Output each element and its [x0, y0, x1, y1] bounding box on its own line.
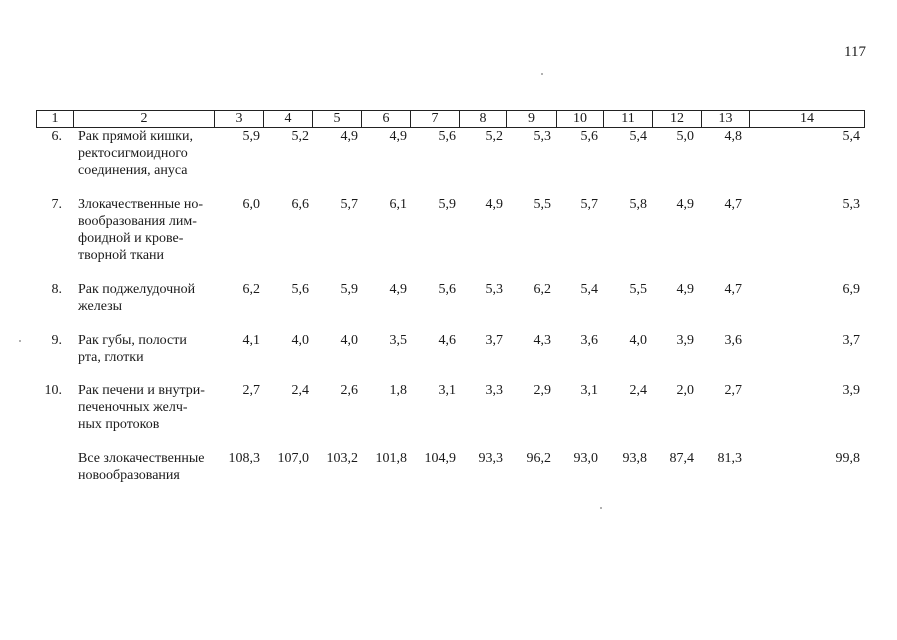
- value-cell: 5,9: [438, 197, 456, 212]
- header-cell: 11: [603, 110, 653, 128]
- value-cell: 5,8: [629, 197, 647, 212]
- value-cell: 3,7: [485, 333, 503, 348]
- value-cell: 5,6: [580, 129, 598, 144]
- value-cell: 2,7: [724, 383, 742, 398]
- scan-speck: [600, 507, 602, 509]
- value-cell: 5,2: [291, 129, 309, 144]
- header-cell: 4: [263, 110, 313, 128]
- row-label-line: ных протоков: [78, 417, 160, 432]
- value-cell: 5,3: [485, 282, 503, 297]
- row-label-line: фоидной и крове-: [78, 231, 184, 246]
- value-cell: 2,0: [676, 383, 694, 398]
- value-cell: 5,4: [842, 129, 860, 144]
- row-label: [78, 450, 212, 484]
- row-label-line: новообразования: [78, 468, 180, 483]
- value-cell: 5,6: [438, 129, 456, 144]
- value-cell: 4,9: [389, 129, 407, 144]
- value-cell: 4,0: [291, 333, 309, 348]
- value-cell: 5,7: [340, 197, 358, 212]
- value-cell: 5,3: [533, 129, 551, 144]
- row-label: [78, 382, 212, 433]
- value-cell: 6,0: [242, 197, 260, 212]
- value-cell: 3,9: [842, 383, 860, 398]
- value-cell: 3,3: [485, 383, 503, 398]
- row-label-line: Все злокачественные: [78, 451, 205, 466]
- value-cell: 6,2: [533, 282, 551, 297]
- value-cell: 2,9: [533, 383, 551, 398]
- value-cell: 81,3: [717, 451, 742, 466]
- value-cell: 96,2: [526, 451, 551, 466]
- value-cell: 5,7: [580, 197, 598, 212]
- value-cell: 3,1: [438, 383, 456, 398]
- scan-speck: [541, 73, 543, 75]
- value-cell: 93,8: [622, 451, 647, 466]
- value-cell: 107,0: [277, 451, 309, 466]
- row-label-line: Рак губы, полости: [78, 333, 187, 348]
- value-cell: 3,1: [580, 383, 598, 398]
- value-cell: 6,2: [242, 282, 260, 297]
- value-cell: 108,3: [228, 451, 260, 466]
- header-cell: 1: [36, 110, 74, 128]
- row-label: [78, 128, 212, 179]
- value-cell: 4,7: [724, 282, 742, 297]
- header-cell: 8: [459, 110, 507, 128]
- value-cell: 101,8: [375, 451, 407, 466]
- value-cell: 4,6: [438, 333, 456, 348]
- value-cell: 2,7: [242, 383, 260, 398]
- value-cell: 3,6: [724, 333, 742, 348]
- value-cell: 4,3: [533, 333, 551, 348]
- value-cell: 5,5: [533, 197, 551, 212]
- value-cell: 93,0: [573, 451, 598, 466]
- value-cell: 4,9: [676, 282, 694, 297]
- row-label: [78, 196, 212, 264]
- value-cell: 4,9: [676, 197, 694, 212]
- row-label-line: железы: [78, 299, 123, 314]
- value-cell: 5,9: [340, 282, 358, 297]
- value-cell: 6,6: [291, 197, 309, 212]
- row-number: 8.: [51, 282, 62, 297]
- value-cell: 4,9: [389, 282, 407, 297]
- header-cell: 7: [410, 110, 460, 128]
- value-cell: 3,7: [842, 333, 860, 348]
- value-cell: 3,5: [389, 333, 407, 348]
- header-cell: 6: [361, 110, 411, 128]
- value-cell: 3,6: [580, 333, 598, 348]
- row-number: 10.: [44, 383, 62, 398]
- value-cell: 5,0: [676, 129, 694, 144]
- value-cell: 4,9: [340, 129, 358, 144]
- value-cell: 93,3: [478, 451, 503, 466]
- value-cell: 4,0: [340, 333, 358, 348]
- header-cell: 13: [701, 110, 750, 128]
- row-number: 6.: [51, 129, 62, 144]
- value-cell: 103,2: [326, 451, 358, 466]
- row-label-line: ректосигмоидного: [78, 146, 188, 161]
- value-cell: 87,4: [669, 451, 694, 466]
- row-label-line: Рак прямой кишки,: [78, 129, 193, 144]
- value-cell: 5,6: [291, 282, 309, 297]
- row-label-line: Рак поджелудочной: [78, 282, 196, 297]
- value-cell: 4,8: [724, 129, 742, 144]
- header-cell: 2: [73, 110, 215, 128]
- row-label: [78, 281, 212, 315]
- value-cell: 6,9: [842, 282, 860, 297]
- row-label-line: печеночных желч-: [78, 400, 188, 415]
- header-cell: 12: [652, 110, 702, 128]
- value-cell: 5,4: [629, 129, 647, 144]
- value-cell: 6,1: [389, 197, 407, 212]
- row-number: 7.: [51, 197, 62, 212]
- value-cell: 2,4: [291, 383, 309, 398]
- value-cell: 1,8: [389, 383, 407, 398]
- value-cell: 2,4: [629, 383, 647, 398]
- value-cell: 5,5: [629, 282, 647, 297]
- value-cell: 5,9: [242, 129, 260, 144]
- value-cell: 2,6: [340, 383, 358, 398]
- row-label-line: соединения, ануса: [78, 163, 188, 178]
- header-cell: 3: [214, 110, 264, 128]
- value-cell: 4,7: [724, 197, 742, 212]
- value-cell: 99,8: [835, 451, 860, 466]
- value-cell: 4,9: [485, 197, 503, 212]
- row-label-line: творной ткани: [78, 248, 165, 263]
- header-cell: 9: [506, 110, 557, 128]
- value-cell: 5,3: [842, 197, 860, 212]
- row-label-line: рта, глотки: [78, 350, 144, 365]
- value-cell: 5,2: [485, 129, 503, 144]
- page-number: 117: [844, 44, 866, 60]
- row-label-line: Рак печени и внутри-: [78, 383, 205, 398]
- header-cell: 10: [556, 110, 604, 128]
- value-cell: 5,4: [580, 282, 598, 297]
- value-cell: 3,9: [676, 333, 694, 348]
- value-cell: 4,1: [242, 333, 260, 348]
- value-cell: 5,6: [438, 282, 456, 297]
- header-cell: 14: [749, 110, 865, 128]
- header-cell: 5: [312, 110, 362, 128]
- scan-speck: [19, 340, 21, 342]
- row-label-line: Злокачественные но-: [78, 197, 203, 212]
- row-number: 9.: [51, 333, 62, 348]
- value-cell: 4,0: [629, 333, 647, 348]
- row-label: [78, 332, 212, 366]
- value-cell: 104,9: [424, 451, 456, 466]
- row-label-line: вообразования лим-: [78, 214, 197, 229]
